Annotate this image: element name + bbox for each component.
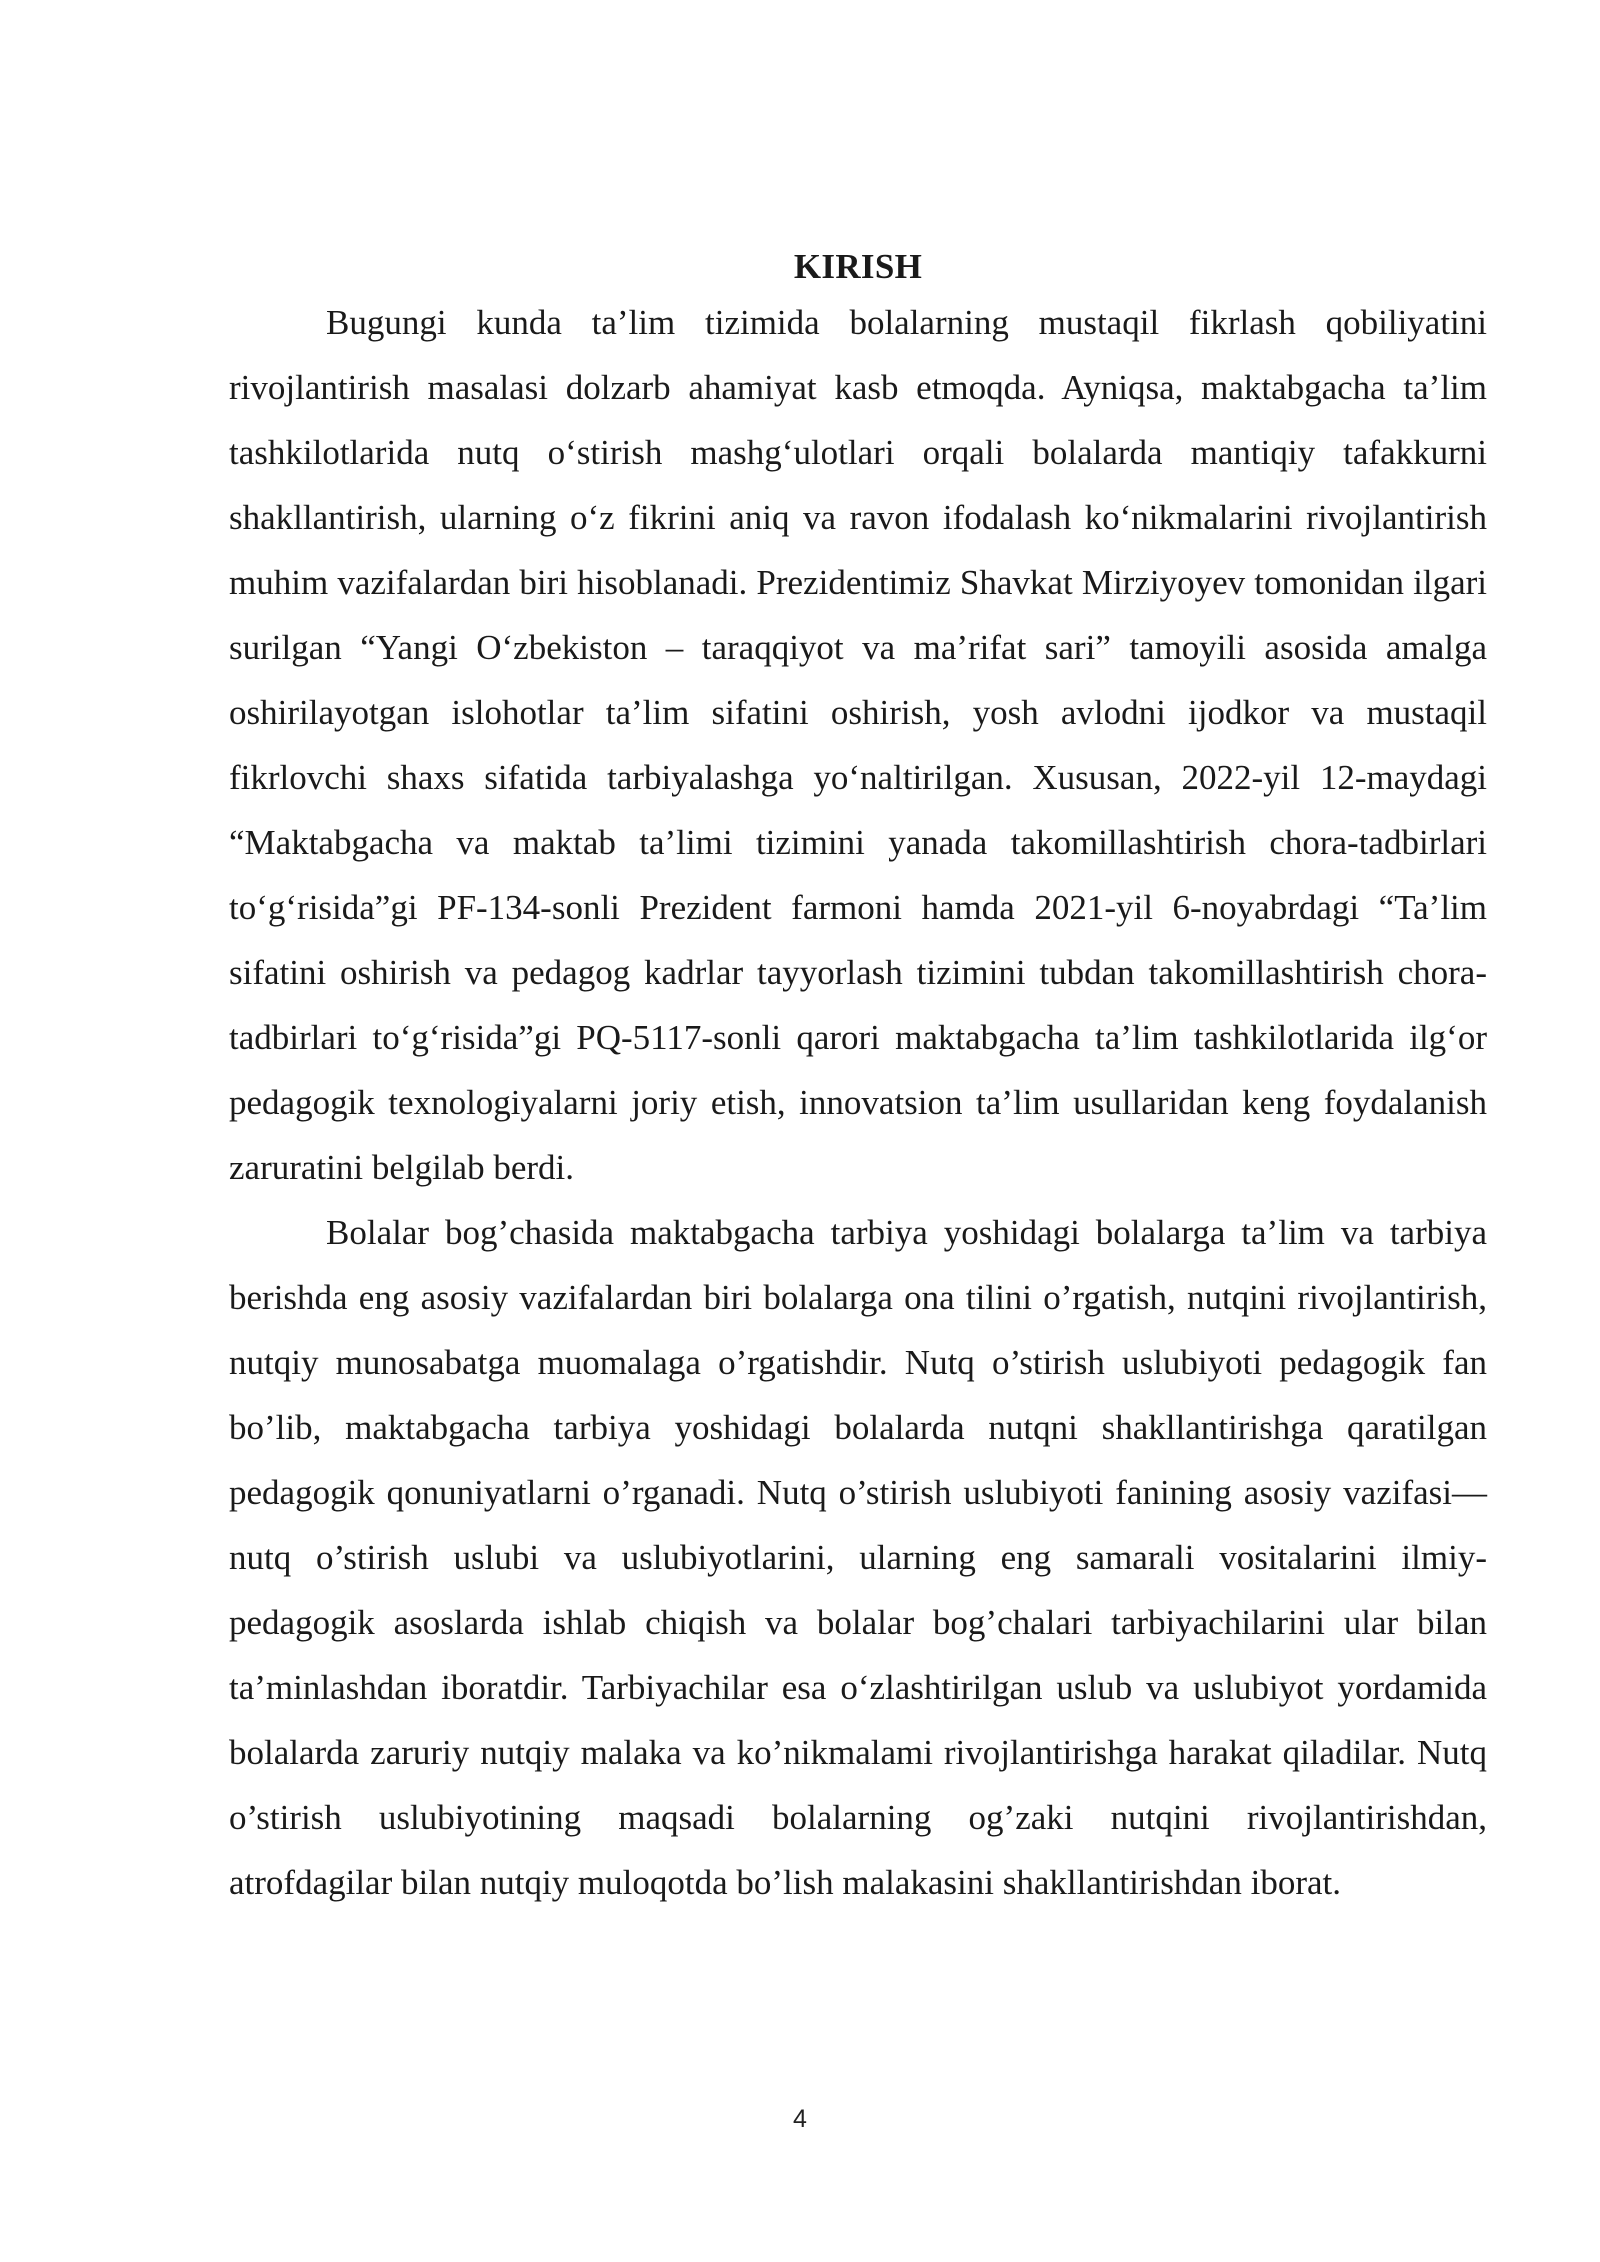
document-body bbox=[229, 244, 1487, 1915]
paragraph-2: Bolalar bog’chasida maktabgacha tarbiya yoshidagi bolalarga ta’lim va tarbiya berishda eng asosiy vazifalardan biri bolalarga ona tilini o’rgatish, nutqini rivojlantirish, nutqiy munosabatga muomalaga o’rgatishdir. Nutq o’stirish uslubiyoti pedagogik fan bo’lib, maktabgacha tarbiya yoshidagi bolalarda nutqni shakllantirishga qaratilgan pedagogik qonuniyatlarni o’rganadi. Nutq o’stirish uslubiyoti fanining asosiy vazifasi— nutq o’stirish uslubi va uslubiyotlarini, ularning eng samarali vositalarini ilmiy-pedagogik asoslarda ishlab chiqish va bolalar bog’chalari tarbiyachilarini ular bilan ta’minlashdan iboratdir. Tarbiyachilar esa o‘zlashtirilgan uslub va uslubiyot yordamida bolalarda zaruriy nutqiy malaka va ko’nikmalami rivojlantirishga harakat qiladilar. Nutq o’stirish uslubiyotining maqsadi bolalarning og’zaki nutqini rivojlantirishdan, atrofdagilar bilan nutqiy muloqotda bo’lish malakasini shakllantirishdan iborat. bbox=[229, 1213, 1487, 1902]
section-heading: KIRISH bbox=[793, 247, 923, 286]
paragraph-1: Bugungi kunda ta’lim tizimida bolalarning mustaqil fikrlash qobiliyatini rivojlantirish masalasi dolzarb ahamiyat kasb etmoqda. Ayniqsa, maktabgacha ta’lim tashkilotlarida nutq o‘stirish mashg‘ulotlari orqali bolalarda mantiqiy tafakkurni shakllantirish, ularning o‘z fikrini aniq va ravon ifodalash ko‘nikmalarini rivojlantirish muhim vazifalardan biri hisoblanadi. Prezidentimiz Shavkat Mirziyoyev tomonidan ilgari surilgan “Yangi O‘zbekiston – taraqqiyot va ma’rifat sari” tamoyili asosida amalga oshirilayotgan islohotlar ta’lim sifatini oshirish, yosh avlodni ijodkor va mustaqil fikrlovchi shaxs sifatida tarbiyalashga yo‘naltirilgan. Xususan, 2022-yil 12-maydagi “Maktabgacha va maktab ta’limi tizimini yanada takomillashtirish chora-tadbirlari to‘g‘risida”gi PF-134-sonli Prezident farmoni hamda 2021-yil 6-noyabrdagi “Ta’lim sifatini oshirish va pedagog kadrlar tayyorlash tizimini tubdan takomillashtirish chora-tadbirlari to‘g‘risida”gi PQ-5117-sonli qarori maktabgacha ta’lim tashkilotlarida ilg‘or pedagogik texnologiyalarni joriy etish, innovatsion ta’lim usullaridan keng foydalanish zaruratini belgilab berdi. bbox=[229, 303, 1487, 1187]
page-number: 4 bbox=[793, 2105, 807, 2133]
